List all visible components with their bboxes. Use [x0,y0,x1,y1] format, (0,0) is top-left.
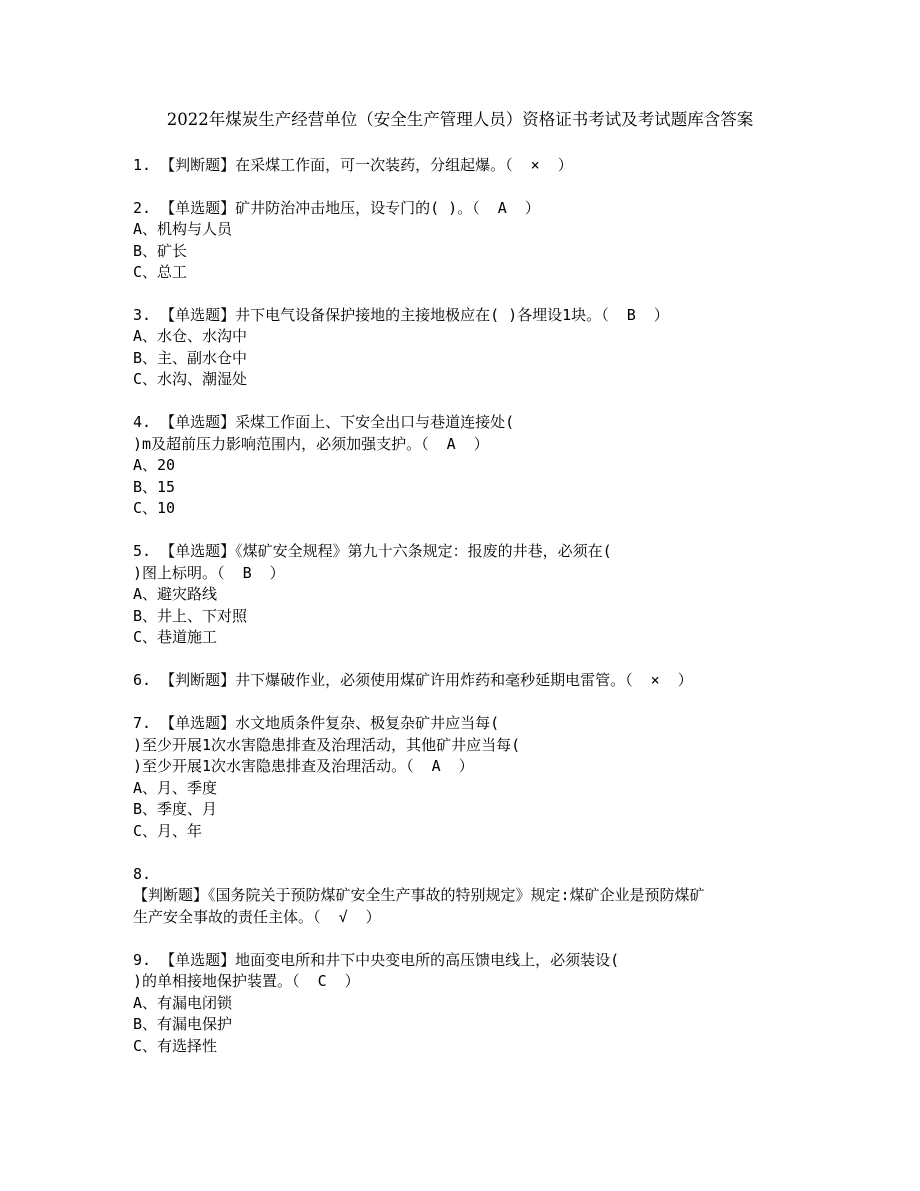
option-b: B、季度、月 [133,800,218,818]
question-text: 3. 【单选题】井下电气设备保护接地的主接地极应在( )各埋设1块。（ B ） [133,306,669,324]
question-text-continued: )图上标明。（ B ） [133,564,285,582]
question-text-continued: )至少开展1次水害隐患排查及治理活动。（ A ） [133,757,474,775]
option-c: C、水沟、潮湿处 [133,370,248,388]
question-text: 【判断题】《国务院关于预防煤矿安全生产事故的特别规定》规定:煤矿企业是预防煤矿 [133,886,705,904]
option-a: A、月、季度 [133,779,218,797]
option-c: C、巷道施工 [133,628,218,646]
option-c: C、月、年 [133,822,203,840]
option-c: C、10 [133,499,176,517]
question-text: 7. 【单选题】水文地质条件复杂、极复杂矿井应当每( [133,714,500,732]
option-a: A、有漏电闭锁 [133,994,233,1012]
option-c: C、总工 [133,263,188,281]
option-a: A、20 [133,456,176,474]
option-b: B、井上、下对照 [133,607,248,625]
option-a: A、避灾路线 [133,585,218,603]
question-text: 1. 【判断题】在采煤工作面，可一次装药，分组起爆。（ × ） [133,156,573,174]
document-title: 2022年煤炭生产经营单位（安全生产管理人员）资格证书考试及考试题库含答案 [166,110,754,129]
question-text-continued: )的单相接地保护装置。（ C ） [133,972,360,990]
option-b: B、有漏电保护 [133,1015,233,1033]
question-text-continued: )至少开展1次水害隐患排查及治理活动，其他矿井应当每( [133,736,521,754]
option-b: B、15 [133,478,176,496]
question-text: 5. 【单选题】《煤矿安全规程》第九十六条规定：报废的井巷，必须在( [133,542,612,560]
option-a: A、水仓、水沟中 [133,327,248,345]
option-c: C、有选择性 [133,1037,218,1055]
question-number: 8. [133,865,152,883]
question-text-continued: 生产安全事故的责任主体。（ √ ） [133,908,381,926]
question-text: 2. 【单选题】矿井防治冲击地压，设专门的( )。（ A ） [133,199,540,217]
question-text: 6. 【判断题】井下爆破作业，必须使用煤矿许用炸药和毫秒延期电雷管。（ × ） [133,671,693,689]
question-text: 9. 【单选题】地面变电所和井下中央变电所的高压馈电线上，必须装设( [133,951,620,969]
option-a: A、机构与人员 [133,220,233,238]
option-b: B、主、副水仓中 [133,349,248,367]
question-text: 4. 【单选题】采煤工作面上、下安全出口与巷道连接处( [133,413,515,431]
option-b: B、矿长 [133,242,188,260]
question-text-continued: )m及超前压力影响范围内，必须加强支护。（ A ） [133,435,489,453]
